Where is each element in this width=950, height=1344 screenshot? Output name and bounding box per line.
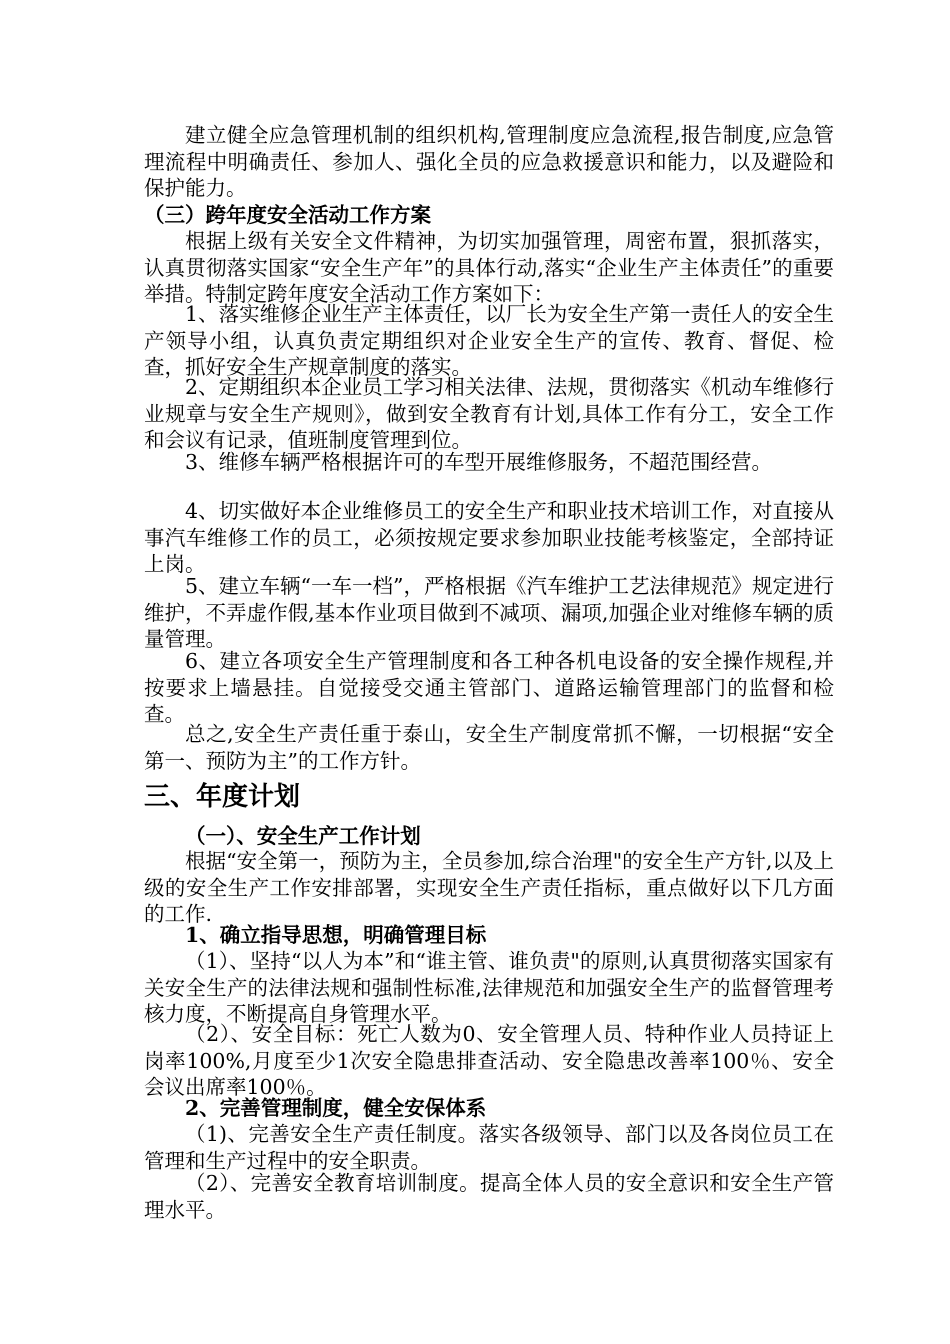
point-1-1: （1）、坚持“以人为本”和“谁主管、谁负责"的原则,认真贯彻落实国家有关安全生产的法律法规和强制性标准,法律规范和加强安全生产的监督管理考核力度，不断提高自身管理水平。 [144, 949, 834, 1026]
paragraph-cross-year-intro: 根据上级有关安全文件精神，为切实加强管理，周密布置，狠抓落实，认真贯彻落实国家“安全生产年”的具体行动,落实“企业生产主体责任”的重要举措。特制定跨年度安全活动工作方案如下： [144, 229, 834, 306]
point-1-2: （2）、安全目标：死亡人数为0、安全管理人员、特种作业人员持证上岗率100%,月度至少1次安全隐患排查活动、安全隐患改善率100％、安全会议出席率100％。 [144, 1022, 834, 1099]
list-item-3: 3、维修车辆严格根据许可的车型开展维修服务，不超范围经营。 [185, 450, 773, 474]
heading-annual-plan: 三、年度计划 [144, 782, 301, 812]
list-item-4: 4、切实做好本企业维修员工的安全生产和职业技术培训工作，对直接从事汽车维修工作的员工，必须按规定要求参加职业技能考核鉴定，全部持证上岗。 [144, 499, 834, 576]
paragraph-emergency-mechanism: 建立健全应急管理机制的组织机构,管理制度应急流程,报告制度,应急管理流程中明确责任、参加人、强化全员的应急救援意识和能力，以及避险和保护能力。 [144, 123, 834, 200]
point-heading-management-system: 2、完善管理制度，健全安保体系 [185, 1096, 487, 1120]
list-item-5: 5、建立车辆“一车一档”，严格根据《汽车维护工艺法律规范》规定进行维护，不弄虚作假,基本作业项目做到不减项、漏项,加强企业对维修车辆的质量管理。 [144, 574, 835, 651]
list-item-1: 1、落实维修企业生产主体责任，以厂长为安全生产第一责任人的安全生产领导小组，认真负责定期组织对企业安全生产的宣传、教育、督促、检查，抓好安全生产规章制度的落实。 [144, 302, 834, 379]
subheading-safety-work-plan: （一）、安全生产工作计划 [185, 824, 421, 848]
point-2-1: （1)、完善安全生产责任制度。落实各级领导、部门以及各岗位员工在管理和生产过程中的安全职责。 [144, 1122, 834, 1173]
point-heading-guiding-ideas: 1、确立指导思想，明确管理目标 [185, 923, 487, 947]
paragraph-plan-intro: 根据“安全第一，预防为主，全员参加,综合治理"的安全生产方针,以及上级的安全生产工作安排部署，实现安全生产责任指标，重点做好以下几方面的工作. [144, 849, 834, 926]
list-item-6: 6、建立各项安全生产管理制度和各工种各机电设备的安全操作规程,并按要求上墙悬挂。自觉接受交通主管部门、道路运输管理部门的监督和检查。 [144, 649, 834, 726]
paragraph-summary: 总之,安全生产责任重于泰山，安全生产制度常抓不懈，一切根据“安全第一、预防为主”的工作方针。 [144, 722, 834, 773]
list-item-2: 2、定期组织本企业员工学习相关法律、法规，贯彻落实《机动车维修行业规章与安全生产规则》，做到安全教育有计划,具体工作有分工，安全工作和会议有记录，值班制度管理到位。 [144, 375, 834, 452]
section-heading-cross-year-plan: （三）跨年度安全活动工作方案 [144, 203, 431, 227]
point-2-2: （2）、完善安全教育培训制度。提高全体人员的安全意识和安全生产管理水平。 [144, 1171, 834, 1222]
